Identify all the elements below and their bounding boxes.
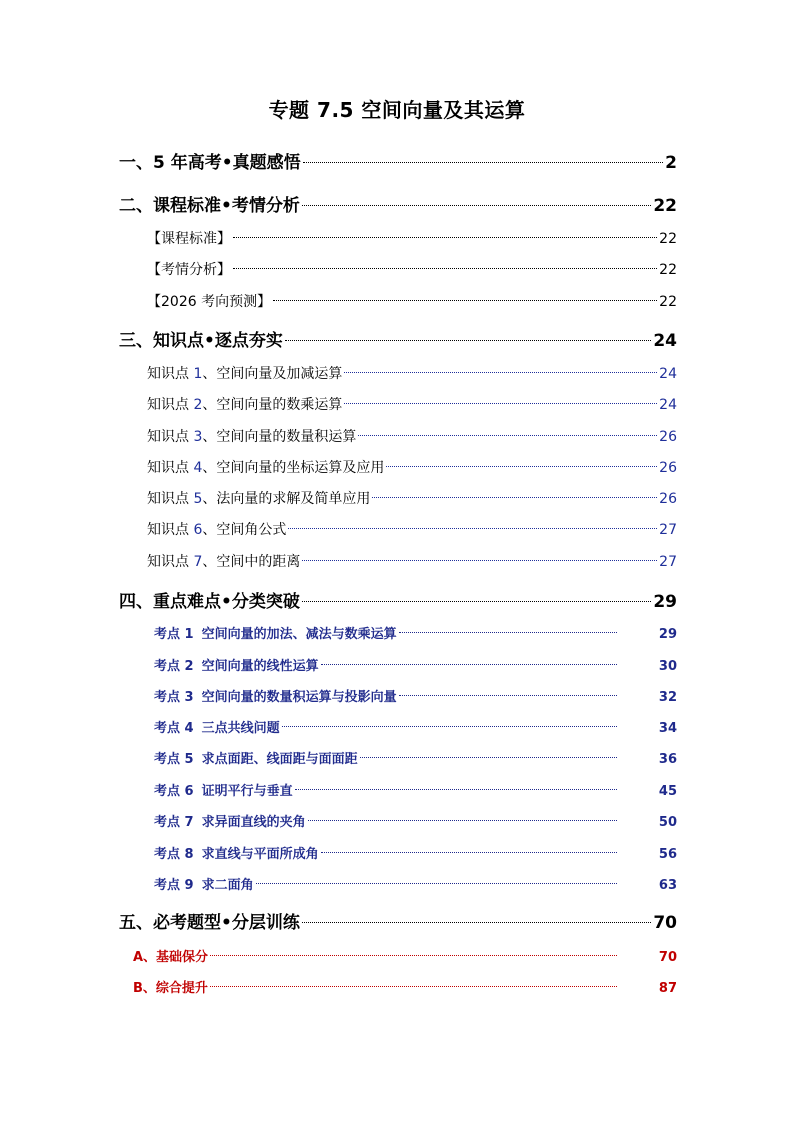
toc-section-5[interactable] [119,908,677,933]
toc-entry-label: 三点共线问题 [201,721,280,736]
dot-leader [321,852,617,853]
kaodian-tag: 考点 3 [154,690,194,705]
dot-leader [358,435,657,436]
toc-entry-label: 【考情分析】 [147,262,231,278]
toc-entry-label: 求异面直线的夹角 [201,815,306,830]
toc-page-number: 36 [658,752,677,767]
toc-knowledge-5[interactable] [147,488,677,508]
toc-entry-label: 知识点 4、空间向量的坐标运算及应用 [147,460,385,476]
toc-entry-label: 空间向量的加法、减法与数乘运算 [201,627,397,642]
kaodian-tag: 考点 1 [154,627,194,642]
toc-page-number: 26 [659,429,677,445]
toc-knowledge-6[interactable] [147,519,677,539]
dot-leader [344,372,657,373]
dot-leader [399,695,617,696]
toc-entry-label: 知识点 1、空间向量及加减运算 [147,366,343,382]
toc-page-number: 27 [659,554,677,570]
toc-entry-label: 知识点 6、空间角公式 [147,522,287,538]
dot-leader [321,664,617,665]
toc-entry-label: 求点面距、线面距与面面距 [201,752,358,767]
dot-leader [360,757,617,758]
kaodian-tag: 考点 2 [154,659,194,674]
toc-entry-label: B、综合提升 [133,981,208,996]
kaodian-tag: 考点 5 [154,752,194,767]
toc-entry-label: 空间向量的数量积运算与投影向量 [201,690,397,705]
toc-section-label: 一、5 年高考•真题感悟 [119,153,301,173]
toc-entry-label: 知识点 7、空间中的距离 [147,554,301,570]
toc-page-number: 63 [658,878,677,893]
toc-page-number: 50 [658,815,677,830]
toc-knowledge-7[interactable] [147,551,677,571]
toc-page-number: 45 [658,784,677,799]
toc-kaodian-5[interactable] [154,748,677,767]
toc-kaodian-9[interactable] [154,874,677,893]
toc-section-label: 二、课程标准•考情分析 [119,196,300,216]
toc-entry-label: 证明平行与垂直 [201,784,293,799]
toc-page-number: 34 [658,721,677,736]
toc-section-4[interactable] [119,587,677,612]
document-title: 专题 7.5 空间向量及其运算 [268,98,526,122]
toc-page-number: 29 [653,592,677,612]
dot-leader [302,560,657,561]
dot-leader [302,205,651,206]
toc-page-number: 87 [658,981,677,996]
toc-standard-2[interactable] [147,259,677,279]
toc-page-number: 2 [665,153,677,173]
kaodian-tag: 考点 9 [154,878,194,893]
dot-leader [302,922,651,923]
dot-leader [386,466,657,467]
toc-section-label: 三、知识点•逐点夯实 [119,331,283,351]
toc-training-a[interactable] [133,946,677,965]
toc-page-number: 22 [653,196,677,216]
kaodian-tag: 考点 6 [154,784,194,799]
dot-leader [295,789,617,790]
toc-entry-label: 知识点 2、空间向量的数乘运算 [147,397,343,413]
dot-leader [210,955,617,956]
toc-page-number: 22 [659,262,677,278]
dot-leader [210,986,617,987]
toc-standard-3[interactable] [147,291,677,311]
toc-page-number: 22 [659,294,677,310]
toc-entry-label: 求直线与平面所成角 [201,847,319,862]
toc-section-label: 五、必考题型•分层训练 [119,913,300,933]
dot-leader [344,403,657,404]
toc-page-number: 26 [659,491,677,507]
toc-page-number: 56 [658,847,677,862]
toc-page-number: 29 [658,627,677,642]
toc-page-number: 27 [659,522,677,538]
toc-page-number: 70 [653,913,677,933]
dot-leader [233,268,657,269]
dot-leader [399,632,617,633]
toc-section-3[interactable] [119,326,677,351]
kaodian-tag: 考点 4 [154,721,194,736]
toc-knowledge-1[interactable] [147,363,677,383]
dot-leader [288,528,657,529]
dot-leader [282,726,617,727]
toc-entry-label: 求二面角 [201,878,254,893]
toc-kaodian-2[interactable] [154,655,677,674]
dot-leader [256,883,617,884]
toc-entry-label: 知识点 3、空间向量的数量积运算 [147,429,357,445]
kaodian-tag: 考点 7 [154,815,194,830]
dot-leader [285,340,651,341]
toc-section-1[interactable] [119,148,677,173]
toc-kaodian-8[interactable] [154,843,677,862]
toc-knowledge-3[interactable] [147,426,677,446]
toc-entry-label: 【2026 考向预测】 [147,294,272,310]
toc-page-number: 24 [659,397,677,413]
kaodian-tag: 考点 8 [154,847,194,862]
toc-page-number: 24 [659,366,677,382]
toc-kaodian-7[interactable] [154,811,677,830]
toc-entry-label: 知识点 5、法向量的求解及简单应用 [147,491,371,507]
toc-kaodian-6[interactable] [154,780,677,799]
toc-page-number: 22 [659,231,677,247]
toc-standard-1[interactable] [147,228,677,248]
toc-kaodian-3[interactable] [154,686,677,705]
toc-training-b[interactable] [133,977,677,996]
toc-knowledge-2[interactable] [147,394,677,414]
toc-page-number: 24 [653,331,677,351]
toc-page-number: 70 [658,950,677,965]
toc-page-number: 30 [658,659,677,674]
dot-leader [302,601,651,602]
toc-kaodian-1[interactable] [154,623,677,642]
toc-section-label: 四、重点难点•分类突破 [119,592,300,612]
toc-entry-label: 空间向量的线性运算 [201,659,319,674]
toc-page-number: 32 [658,690,677,705]
toc-page-number: 26 [659,460,677,476]
toc-entry-label: A、基础保分 [133,950,209,965]
dot-leader [303,162,664,163]
toc-entry-label: 【课程标准】 [147,231,231,247]
toc-section-2[interactable] [119,191,677,216]
toc-knowledge-4[interactable] [147,457,677,477]
dot-leader [233,237,657,238]
dot-leader [308,820,617,821]
dot-leader [372,497,657,498]
toc-kaodian-4[interactable] [154,717,677,736]
dot-leader [273,300,657,301]
